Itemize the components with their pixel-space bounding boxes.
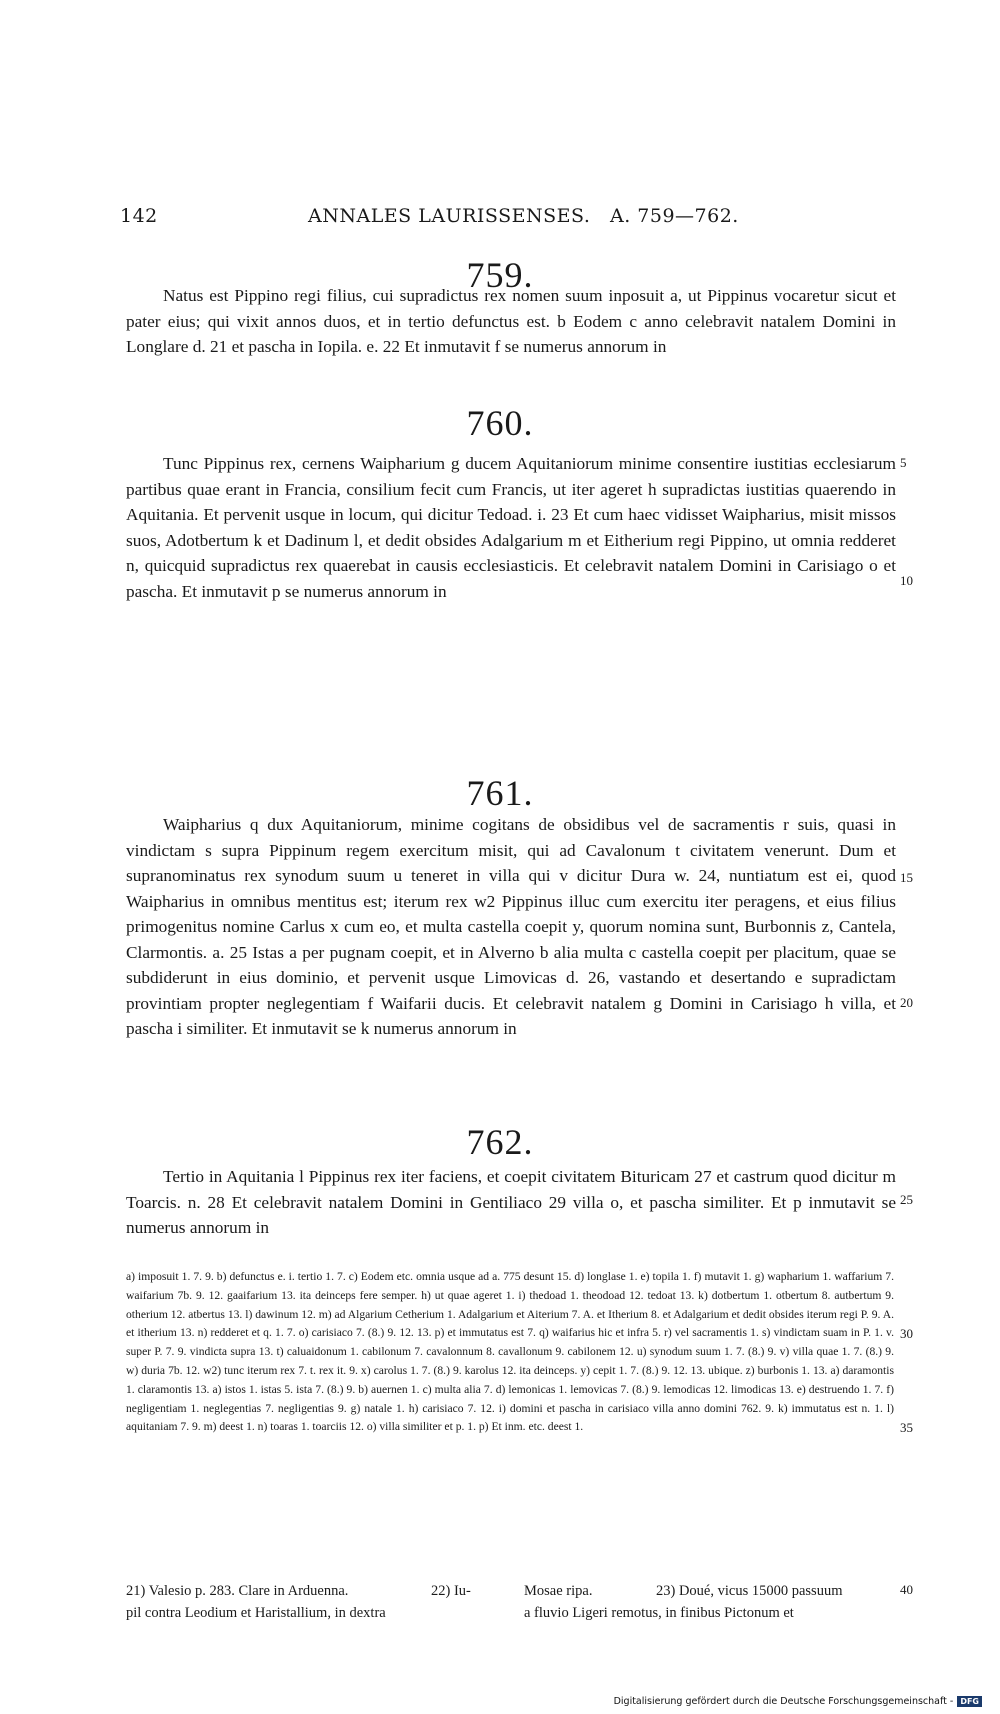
year-heading-759: 759. (466, 255, 534, 295)
note-22-cont: Mosae ripa. (524, 1583, 593, 1599)
page-header (120, 205, 880, 235)
year-heading-760: 760. (466, 403, 534, 443)
line-number: 30 (900, 1326, 913, 1341)
annal-entry-760: Tunc Pippinus rex, cernens Waipharium g ducem Aquitaniorum minime consentire iustitias ecclesiarum partibus quae erant in Francia, consilium fecit cum Francis, ut iter ageret h supradictas iustitias quaerendo in Aquitania. Et pervenit usque in locum, qui dicitur Tedoad. i. 23 Et cum haec vidisset Waipharius, misit missos suos, Adotbertum k et Dadinum l, et dedit obsides Adalgarium m et Eitherium regi Pippino, ut omnia redderet n, quicquid supradictus rex quaerebat in causis ecclesiasticis. Et celebravit natalem Domini in Carisiago o et pascha. Et inmutavit p se numerus annorum in (126, 454, 896, 601)
year-heading-762: 762. (466, 1122, 534, 1162)
page-number: 142 (120, 205, 158, 227)
line-number: 35 (900, 1420, 913, 1435)
annal-entry-759: Natus est Pippino regi filius, cui supradictus rex nomen suum inposuit a, ut Pippinus vocaretur sicut et pater eius; qui vixit annos duos, et in tertio defunctus est. b Eodem c anno celebravit natalem Domini in Longlare d. 21 et pascha in Iopila. e. 22 Et inmutavit f se numerus annorum in (126, 286, 896, 356)
historical-notes (126, 1580, 902, 1630)
critical-apparatus: a) imposuit 1. 7. 9. b) defunctus e. i. tertio 1. 7. c) Eodem etc. omnia usque ad a. 775 desunt 15. d) longlase 1. e) topila 1. f) mutavit 1. g) wapharium 1. waffarium 7. waifarium 7b. 9. 12. gaaifarium 13. ita deinceps fere semper. h) ut quae ageret 1. i) thedoad 1. theodoad 12. tedoat 13. k) dotbertum 1. otbertum 8. autbertum 9. otherium 12. atbertus 13. l) dawinum 12. m) ad Algarium Cetherium 1. Adalgarium et Aiterium 7. A. et Itherium 8. et Adalgarium et dedit obsides iterum regi P. 9. A. et itherium 13. n) redderet et q. 1. 7. o) carisiaco 7. (8.) 9. 12. 13. p) et immutatus est 7. q) waifarius hic et infra 5. r) vel sacramentis 1. s) vindictam suam in P. 1. v. super P. 7. 9. vindicta supra 13. t) caluaidonum 1. cabilonum 7. cavalonnum 8. cavallonum 9. cabilonem 12. u) synodum suum 1. 7. (8.) 9. v) villa quae 1. 7. (8.) 9. w) duria 7b. 12. w2) tunc iterum rex 7. t. rex it. 9. x) carolus 1. 7. (8.) 9. karolus 12. ita deinceps. y) cepit 1. 7. (8.) 9. 12. 13. ubique. z) burbonis 1. 13. a) daramontis 1. claramontis 13. a) istos 1. istas 5. ista 7. (8.) 9. b) auernen 1. c) multa alia 7. d) lemonicas 1. lemovicas 7. (8.) 9. lemodicas 12. limodicas 13. e) destruendo 1. 7. f) negligentiam 1. neglegentias 7. negligentias 9. g) natale 1. h) carisiaco 7. 12. i) domini et pascha in carisiaco villa anno domini 762. 9. k) immutatus est n. 1. l) aquitaniam 7. 9. m) deest 1. n) toaras 1. toarciis 12. o) villa similiter et p. 1. p) Et inm. etc. deest 1. (126, 1270, 894, 1434)
line-number: 5 (900, 455, 907, 470)
digitization-footer (614, 1694, 982, 1708)
line-number: 10 (900, 573, 913, 588)
annal-entry-761: Waipharius q dux Aquitaniorum, minime cogitans de obsidibus vel de sacramentis r suis, quasi in vindictam s supra Pippinum regem exercitum misit, qui ad Cavalonum t civitatem venerunt. Dum et supranominatus rex synodum suum u teneret in villa qui v dicitur Dura w. 24, nuntiatum est ei, quod Waipharius in omnibus mentitus est; iterum rex w2 Pippinus illuc cum exercitu iter peragens, et eius filius primogenitus nomine Carlus x cum eo, et multa castella coepit y, quorum nomina sunt, Burbonnis z, Cantela, Clarmontis. a. 25 Istas a per pugnam coepit, et in Alverno b alia multa c castella coepit per placitum, quae se subdiderunt in eius dominio, et pervenit usque Limovicas d. 26, vastando et desertando e supradictam provintiam propter neglegentiam f Waifarii ducis. Et celebravit natalem g Domini in Carisiago h villa, et pascha i similiter. Et inmutavit se k numerus annorum in (126, 815, 896, 1038)
running-title: ANNALES LAURISSENSES. A. 759—762. (308, 205, 739, 227)
footer-text: Digitalisierung gefördert durch die Deutsche Forschungsgemeinschaft - (613, 1695, 954, 1707)
line-number: 20 (900, 995, 913, 1010)
note-21: 21) Valesio p. 283. Clare in Arduenna. (126, 1583, 349, 1599)
note-22-start: 22) Iu- (431, 1583, 471, 1599)
line-number: 25 (900, 1192, 913, 1207)
line-number: 40 (900, 1582, 913, 1597)
annal-entry-762: Tertio in Aquitania l Pippinus rex iter faciens, et coepit civitatem Bituricam 27 et castrum quod dicitur m Toarcis. n. 28 Et celebravit natalem Domini in Gentiliaco 29 villa o, et pascha similiter. Et p inmutavit se numerus annorum in (126, 1167, 896, 1237)
note-23-line2: a fluvio Ligeri remotus, in finibus Pictonum et (524, 1605, 794, 1621)
dfg-logo: DFG (957, 1696, 982, 1707)
note-22-line2: pil contra Leodium et Haristallium, in dextra (126, 1605, 386, 1621)
year-heading-761: 761. (466, 773, 534, 813)
line-number: 15 (900, 870, 913, 885)
note-23: 23) Doué, vicus 15000 passuum (656, 1583, 843, 1599)
